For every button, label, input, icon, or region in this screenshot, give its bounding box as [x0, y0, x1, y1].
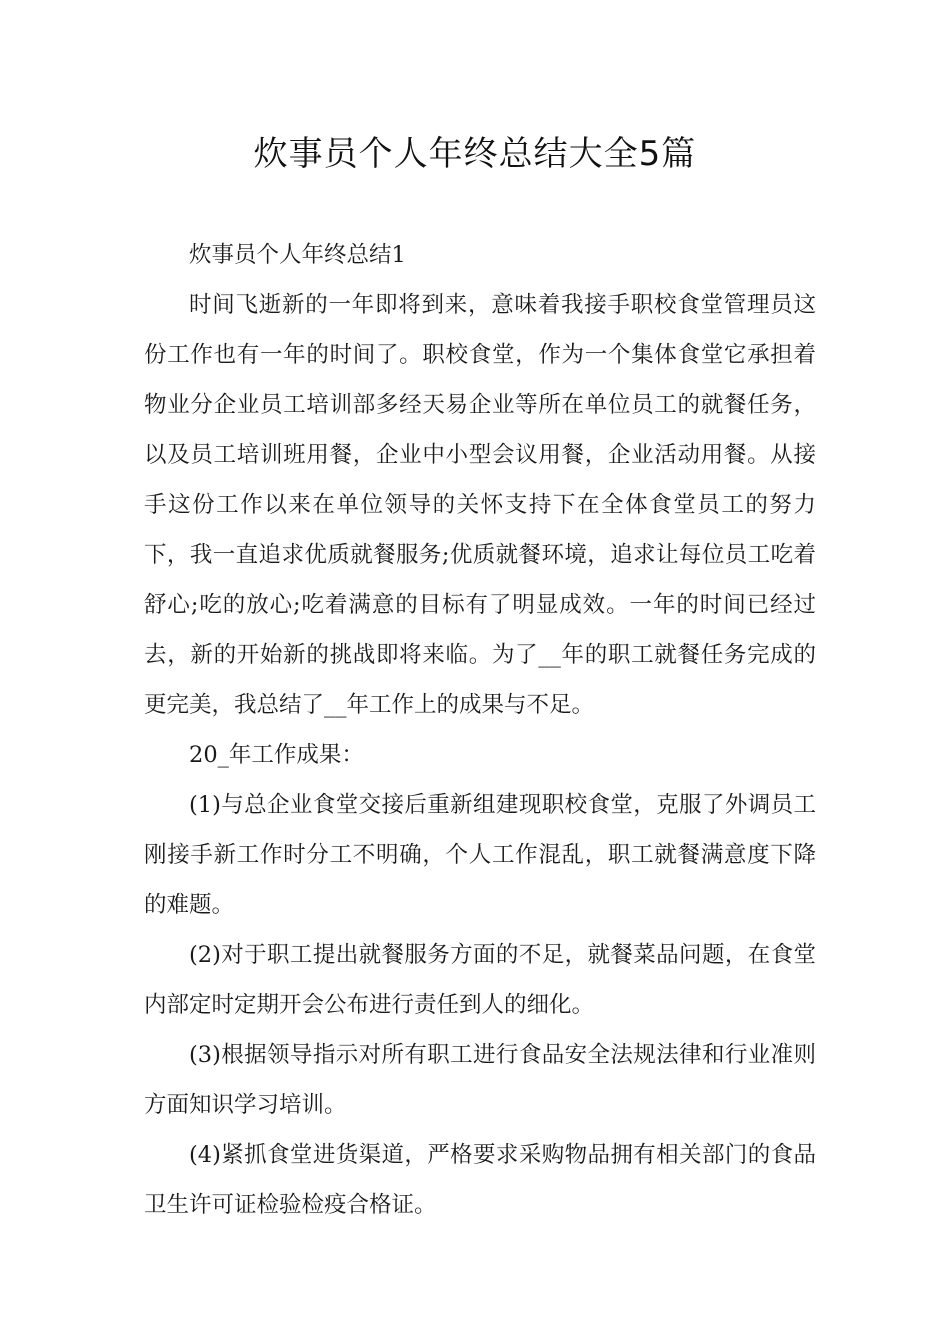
list-item-2: (2)对于职工提出就餐服务方面的不足，就餐菜品问题，在食堂内部定时定期开会公布进行责任到人的细化。 — [144, 942, 816, 1018]
document-title: 炊事员个人年终总结大全5篇 — [253, 134, 697, 174]
section-subheading: 20_年工作成果： — [189, 742, 364, 768]
document-body — [144, 230, 816, 1230]
list-item-1: (1)与总企业食堂交接后重新组建现职校食堂，克服了外调员工刚接手新工作时分工不明确，个人工作混乱，职工就餐满意度下降的难题。 — [144, 792, 816, 918]
section-heading: 炊事员个人年终总结1 — [189, 242, 406, 268]
list-item-3: (3)根据领导指示对所有职工进行食品安全法规法律和行业准则方面知识学习培训。 — [144, 1042, 816, 1118]
list-item-4: (4)紧抓食堂进货渠道，严格要求采购物品拥有相关部门的食品卫生许可证检验检疫合格证。 — [144, 1142, 816, 1218]
paragraph-intro: 时间飞逝新的一年即将到来，意味着我接手职校食堂管理员这份工作也有一年的时间了。职校食堂，作为一个集体食堂它承担着物业分企业员工培训部多经天易企业等所在单位员工的就餐任务，以及员工培训班用餐，企业中小型会议用餐，企业活动用餐。从接手这份工作以来在单位领导的关怀支持下在全体食堂员工的努力下，我一直追求优质就餐服务;优质就餐环境，追求让每位员工吃着舒心;吃的放心;吃着满意的目标有了明显成效。一年的时间已经过去，新的开始新的挑战即将来临。为了__年的职工就餐任务完成的更完美，我总结了__年工作上的成果与不足。 — [144, 292, 816, 718]
